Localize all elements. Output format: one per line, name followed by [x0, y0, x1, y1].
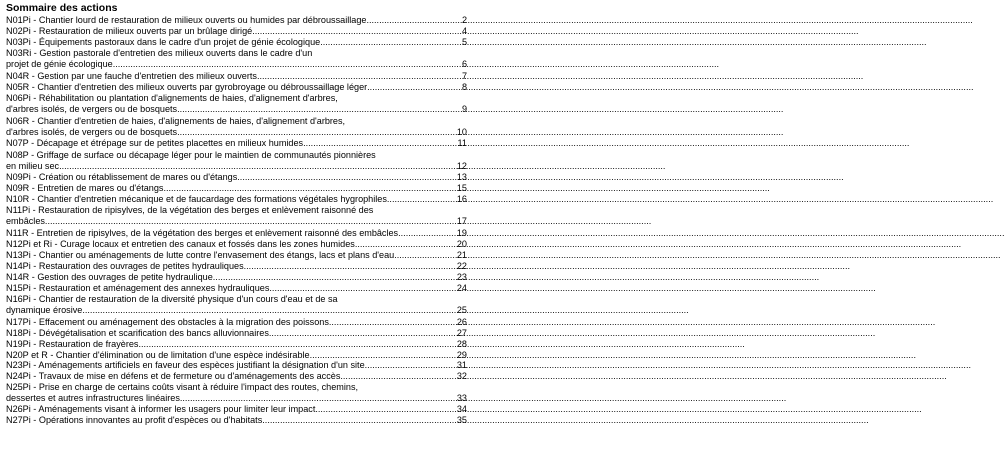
toc-entry-page-number: 16	[456, 193, 467, 204]
toc-entry[interactable]	[6, 37, 467, 48]
toc-entry-code: N17Pi	[6, 316, 31, 327]
toc-entry-title: Équipements pastoraux dans le cadre d'un projet de génie écologique	[38, 36, 321, 47]
dot-leader	[252, 26, 457, 37]
toc-entry[interactable]	[6, 294, 467, 316]
toc-entry-page-number: 19	[456, 227, 467, 238]
toc-entry-title: Dévégétalisation et scarification des bancs alluvionnaires	[38, 327, 269, 338]
dot-leader	[244, 261, 456, 272]
toc-entry-code: N23Pi	[6, 360, 31, 371]
toc-entry[interactable]	[6, 382, 467, 404]
toc-entry-page-number: 33	[456, 393, 467, 404]
toc-entry-code: N10R	[6, 193, 30, 204]
toc-entry-page-number: 20	[456, 238, 467, 249]
toc-entry-page-number: 29	[456, 349, 467, 360]
toc-entry-text: N15Pi - Restauration et aménagement des annexes hydrauliques	[6, 282, 270, 293]
toc-entry-page-number: 22	[456, 260, 467, 271]
toc-entry-text: N25Pi - Prise en charge de certains coûts visant à réduire l'impact des routes, chemins,	[6, 382, 359, 393]
toc-entry[interactable]	[6, 250, 467, 261]
toc-entry[interactable]	[6, 350, 467, 361]
toc-entry-page-number: 11	[457, 137, 467, 148]
toc-entry-title: Décapage et étrépage sur de petites placettes en milieux humides	[36, 137, 304, 148]
toc-entry[interactable]	[6, 415, 467, 426]
toc-entry[interactable]	[6, 205, 467, 227]
dot-leader	[113, 59, 457, 70]
toc-entry-page-number: 23	[456, 271, 467, 282]
dot-leader	[303, 138, 456, 149]
toc-entry-page-number: 7	[461, 70, 467, 81]
toc-entry-text: N11Pi - Restauration de ripisylves, de la végétation des berges et enlèvement raisonné des	[6, 204, 374, 215]
toc-entry-code: N25Pi	[6, 382, 31, 393]
toc-entry-title: Entretien de mares ou d'étangs	[37, 182, 164, 193]
toc-entry-title: Chantier d'élimination ou de limitation d'une espèce indésirable	[55, 349, 310, 360]
toc-entry-code: N02Pi	[6, 25, 31, 36]
toc-entry-text: N11R - Entretien de ripisylves, de la végétation des berges et enlèvement raisonné des embâcles	[6, 227, 399, 238]
toc-entry-title: Chantier ou aménagements de lutte contre l'envasement des étangs, lacs et plans d'eau	[38, 249, 395, 260]
dot-leader	[163, 183, 455, 194]
toc-entry-code: N09Pi	[6, 171, 31, 182]
dot-leader	[387, 194, 456, 205]
toc-entry-code: N26Pi	[6, 404, 31, 415]
toc-entry-page-number: 6	[461, 58, 467, 69]
toc-entry-page-number: 17	[456, 215, 467, 226]
dot-leader	[237, 172, 456, 183]
toc-entry-page-number: 5	[461, 36, 467, 47]
toc-entry-code: N06R	[6, 115, 30, 126]
toc-entry-text-continued: en milieu sec	[6, 160, 60, 171]
toc-entry-page-number: 15	[456, 182, 467, 193]
dot-leader	[355, 239, 456, 250]
dot-leader	[59, 161, 456, 172]
toc-entry-text: N13Pi - Chantier ou aménagements de lutte contre l'envasement des étangs, lacs et plans d'eau	[6, 249, 395, 260]
toc-entry-text: N04R - Gestion par une fauche d'entretien des milieux ouverts	[6, 70, 257, 81]
toc-entry-title: Aménagements visant à informer les usagers pour limiter leur impact	[38, 404, 316, 415]
dot-leader	[315, 404, 456, 415]
toc-entry-code: N08P	[6, 150, 29, 160]
toc-entry-title: Effacement ou aménagement des obstacles à la migration des poissons	[38, 316, 329, 327]
toc-entry[interactable]	[6, 339, 467, 350]
toc-entry-code: N06Pi	[6, 92, 31, 103]
toc-entry-page-number: 26	[456, 316, 467, 327]
toc-entry[interactable]	[6, 150, 467, 172]
toc-entry[interactable]	[6, 71, 467, 82]
toc-entry-code: N12Pi et Ri	[6, 238, 52, 249]
toc-entry-title: Restauration et aménagement des annexes hydrauliques	[38, 282, 270, 293]
toc-entry[interactable]	[6, 172, 467, 183]
toc-entry-title: Chantier d'entretien mécanique et de faucardage des formations végétales hygrophiles	[37, 193, 387, 204]
toc-entry-page-number: 35	[456, 415, 467, 426]
toc-entry[interactable]	[6, 15, 467, 26]
toc-entry-page-number: 8	[461, 81, 467, 92]
toc-entry-page-number: 9	[461, 103, 467, 114]
toc-entry-title: Restauration de milieux ouverts par un brûlage dirigé	[38, 25, 253, 36]
dot-leader	[269, 283, 455, 294]
toc-entry-title: Aménagements artificiels en faveur des espèces justifiant la désignation d'un site	[38, 360, 365, 371]
toc-entry-page-number: 2	[461, 15, 467, 25]
toc-entry-text: N09Pi - Création ou rétablissement de mares ou d'étangs	[6, 171, 238, 182]
toc-entry-text: N16Pi - Chantier de restauration de la diversité physique d'un cours d'eau et de sa	[6, 293, 338, 304]
toc-entry-text: N18Pi - Dévégétalisation et scarification des bancs alluvionnaires	[6, 327, 269, 338]
toc-entry-code: N11Pi	[6, 204, 31, 215]
toc-entry-text: N09R - Entretien de mares ou d'étangs	[6, 182, 164, 193]
dot-leader	[366, 15, 457, 26]
toc-entry[interactable]	[6, 116, 467, 138]
toc-entry[interactable]	[6, 360, 467, 371]
toc-entry-code: N09R	[6, 182, 30, 193]
toc-entry-text: N23Pi - Aménagements artificiels en faveur des espèces justifiant la désignation d'un site	[6, 360, 365, 371]
toc-entry-code: N19Pi	[6, 338, 31, 349]
toc-entry-page-number: 12	[456, 160, 467, 171]
toc-entry-text-continued: embâcles	[6, 215, 45, 226]
toc-entry-title: Gestion par une fauche d'entretien des milieux ouverts	[37, 70, 257, 81]
toc-entry[interactable]	[6, 239, 467, 250]
toc-entry-code: N15Pi	[6, 282, 31, 293]
toc-entry-page-number: 25	[456, 304, 467, 315]
dot-leader	[394, 250, 456, 261]
toc-entry-code: N05R	[6, 81, 30, 92]
toc-entry-text: N08P - Griffage de surface ou décapage léger pour le maintien de communautés pionnières	[6, 150, 376, 160]
toc-entry-title: Gestion des ouvrages de petite hydraulique	[37, 271, 213, 282]
toc-entry[interactable]	[6, 26, 467, 37]
toc-entry-title: Travaux de mise en défens et de fermeture ou d'aménagements des accès	[38, 371, 341, 382]
toc-entry-code: N11R	[6, 227, 29, 238]
toc-entry-text: N05R - Chantier d'entretien des milieux ouverts par gyrobroyage ou débroussaillage léger	[6, 81, 368, 92]
toc-entry-text: N14R - Gestion des ouvrages de petite hydraulique	[6, 271, 213, 282]
dot-leader	[365, 360, 456, 371]
dot-leader	[180, 393, 456, 404]
dot-leader	[367, 82, 457, 93]
toc-entry[interactable]	[6, 228, 467, 239]
toc-entry-page-number: 34	[456, 404, 467, 415]
toc-entry-code: N07P	[6, 137, 29, 148]
toc-entry-title: Opérations innovantes au profit d'espèces ou d'habitats	[38, 415, 263, 426]
toc-entry-text: N01Pi - Chantier lourd de restauration de milieux ouverts ou humides par débroussaillage	[6, 15, 367, 25]
toc-entry-title: Entretien de ripisylves, de la végétation des berges et enlèvement raisonné des embâcles	[36, 227, 399, 238]
dot-leader	[213, 272, 456, 283]
toc-entry-code: N24Pi	[6, 371, 31, 382]
toc-entry[interactable]	[6, 371, 467, 382]
dot-leader	[269, 328, 456, 339]
toc-entry-title: Chantier d'entretien des milieux ouverts par gyrobroyage ou débroussaillage léger	[37, 81, 368, 92]
dot-leader	[310, 350, 456, 361]
toc-entry-title: Restauration de frayères	[38, 338, 139, 349]
toc-entry-text: N03Pi - Équipements pastoraux dans le cadre d'un projet de génie écologique	[6, 36, 321, 47]
toc-entry-text: N03Ri - Gestion pastorale d'entretien des milieux ouverts dans le cadre d'un	[6, 47, 313, 58]
toc-entry-text-continued: d'arbres isolés, de vergers ou de bosquets	[6, 103, 178, 114]
toc-entry[interactable]	[6, 138, 467, 149]
toc-entry-text: N06R - Chantier d'entretien de haies, d'alignements de haies, d'alignement d'arbres,	[6, 115, 346, 126]
toc-entry-text-continued: dessertes et autres infrastructures linéaires	[6, 393, 180, 404]
toc-entry-code: N03Pi	[6, 36, 31, 47]
dot-leader	[257, 71, 457, 82]
toc-entry-title: Création ou rétablissement de mares ou d'étangs	[38, 171, 238, 182]
toc-entry-code: N01Pi	[6, 15, 31, 25]
toc-entry-text: N07P - Décapage et étrépage sur de petites placettes en milieux humides	[6, 137, 304, 148]
toc-entry-page-number: 32	[456, 371, 467, 382]
toc-entry-code: N14R	[6, 271, 30, 282]
toc-entry[interactable]	[6, 283, 467, 294]
dot-leader	[138, 339, 455, 350]
toc-entry-text: N20P et R - Chantier d'élimination ou de limitation d'une espèce indésirable	[6, 349, 310, 360]
toc-entry[interactable]	[6, 272, 467, 283]
dot-leader	[45, 216, 456, 227]
toc-entry[interactable]	[6, 48, 467, 70]
toc-entry-text: N24Pi - Travaux de mise en défens et de fermeture ou d'aménagements des accès	[6, 371, 341, 382]
toc-entry-page-number: 24	[456, 282, 467, 293]
dot-leader	[398, 228, 456, 239]
toc-entry-page-number: 28	[456, 338, 467, 349]
toc-entry-text: N12Pi et Ri - Curage locaux et entretien des canaux et fossés dans les zones humides	[6, 238, 355, 249]
toc-entry[interactable]	[6, 404, 467, 415]
toc-entry-code: N18Pi	[6, 327, 31, 338]
toc-entry[interactable]	[6, 194, 467, 205]
toc-entry-title: Curage locaux et entretien des canaux et fossés dans les zones humides	[60, 238, 355, 249]
toc-entry-text: N06Pi - Réhabilitation ou plantation d'alignements de haies, d'alignement d'arbres,	[6, 92, 338, 103]
toc-entry-code: N13Pi	[6, 249, 31, 260]
toc-entry-title: Restauration des ouvrages de petites hydrauliques	[38, 260, 244, 271]
table-of-contents-page	[0, 0, 480, 470]
toc-entry-page-number: 10	[456, 126, 467, 137]
toc-entry-page-number: 27	[456, 327, 467, 338]
toc-entry-text: N27Pi - Opérations innovantes au profit d'espèces ou d'habitats	[6, 415, 263, 426]
toc-entry-code: N16Pi	[6, 293, 31, 304]
toc-entry-page-number: 4	[461, 25, 467, 36]
toc-list	[6, 15, 467, 426]
toc-entry-text: N02Pi - Restauration de milieux ouverts par un brûlage dirigé	[6, 25, 253, 36]
toc-entry-code: N20P et R	[6, 349, 48, 360]
toc-entry-page-number: 31	[456, 360, 467, 371]
dot-leader	[340, 371, 456, 382]
toc-entry-page-number: 13	[456, 171, 467, 182]
toc-entry[interactable]	[6, 93, 467, 115]
toc-entry[interactable]	[6, 261, 467, 272]
toc-entry-text-continued: d'arbres isolés, de vergers ou de bosquets	[6, 126, 178, 137]
dot-leader	[329, 317, 456, 328]
dot-leader	[82, 305, 456, 316]
toc-entry[interactable]	[6, 328, 467, 339]
toc-entry-text: N10R - Chantier d'entretien mécanique et de faucardage des formations végétales hygrophiles	[6, 193, 387, 204]
toc-entry-text: N26Pi - Aménagements visant à informer les usagers pour limiter leur impact	[6, 404, 316, 415]
toc-entry-text: N14Pi - Restauration des ouvrages de petites hydrauliques	[6, 260, 244, 271]
toc-entry-text: N17Pi - Effacement ou aménagement des obstacles à la migration des poissons	[6, 316, 329, 327]
toc-title: Sommaire des actions	[6, 2, 118, 14]
toc-entry-page-number: 21	[456, 249, 467, 260]
dot-leader	[262, 415, 456, 426]
toc-entry-code: N27Pi	[6, 415, 31, 426]
toc-entry-text: N19Pi - Restauration de frayères	[6, 338, 139, 349]
toc-entry[interactable]	[6, 183, 467, 194]
toc-entry-text-continued: dynamique érosive	[6, 304, 83, 315]
toc-entry-text-continued: projet de génie écologique	[6, 58, 113, 69]
dot-leader	[177, 104, 457, 115]
dot-leader	[177, 127, 456, 138]
toc-entry[interactable]	[6, 317, 467, 328]
toc-entry-code: N03Ri	[6, 47, 32, 58]
dot-leader	[320, 37, 457, 48]
toc-entry-title: Chantier lourd de restauration de milieux ouverts ou humides par débroussaillage	[38, 15, 367, 25]
toc-entry-code: N04R	[6, 70, 30, 81]
toc-entry-code: N14Pi	[6, 260, 31, 271]
toc-entry[interactable]	[6, 82, 467, 93]
